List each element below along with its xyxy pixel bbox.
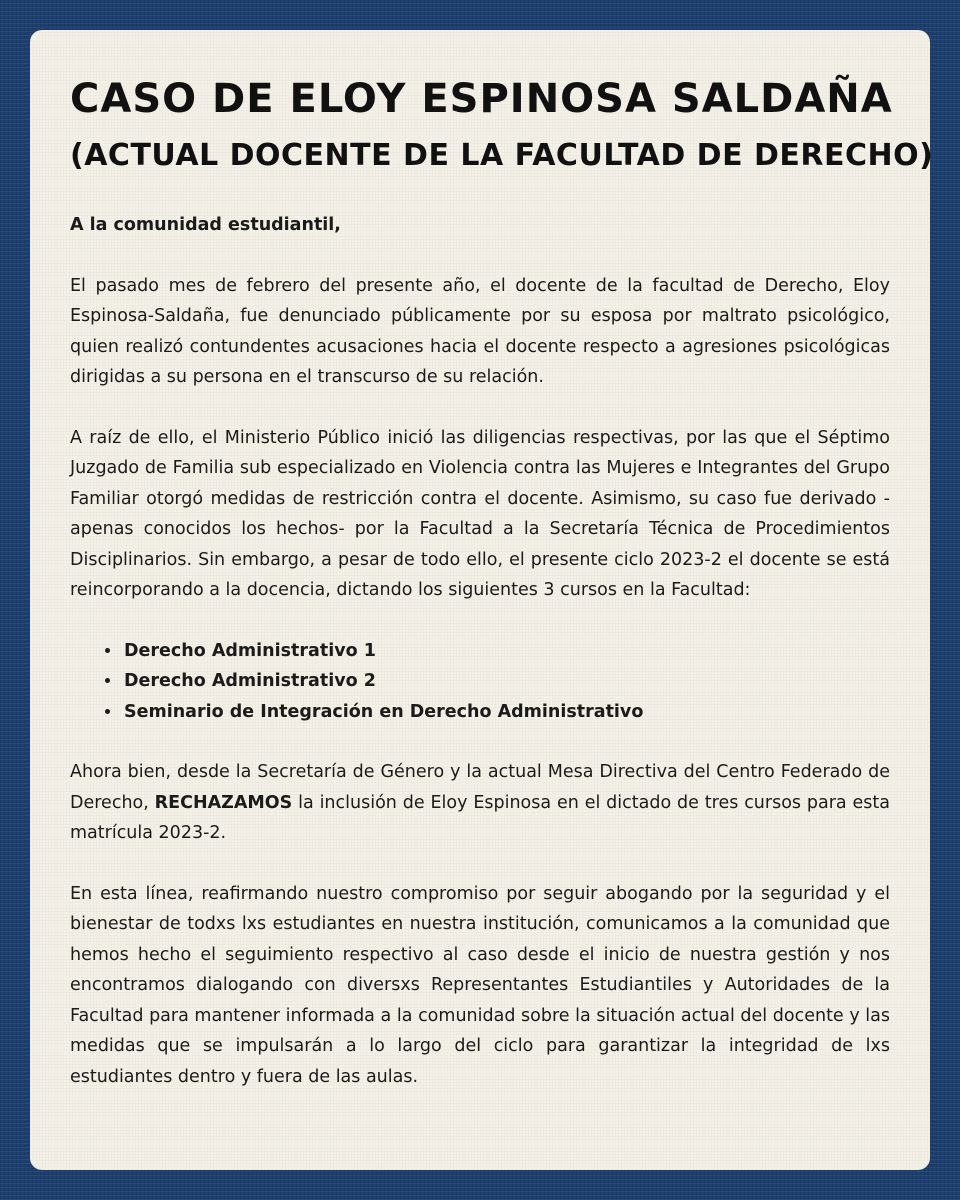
page-title: CASO DE ELOY ESPINOSA SALDAÑA (70, 76, 893, 122)
list-item: • Seminario de Integración en Derecho Administrativo (122, 697, 890, 728)
paragraph-rejection (70, 757, 890, 849)
list-item: • Derecho Administrativo 1 (122, 636, 890, 667)
page-subtitle: (ACTUAL DOCENTE DE LA FACULTAD DE DERECHO) (70, 138, 934, 173)
rejection-text-before: Ahora bien, desde la Secretaría de Género y la actual Mesa Directiva del Centro Federado de Derecho, (70, 762, 890, 813)
list-item: • Derecho Administrativo 2 (122, 666, 890, 697)
paragraph-commitment: En esta línea, reafirmando nuestro compromiso por seguir abogando por la seguridad y el bienestar de todxs lxs estudiantes en nuestra institución, comunicamos a la comunidad que hemos hecho el seguimiento respectivo al caso desde el inicio de nuestra gestión y nos encontramos dialogando con diversxs Representantes Estudiantiles y Autoridades de la Facultad para mantener informada a la comunidad sobre la situación actual del docente y las medidas que se impulsarán a lo largo del ciclo para garantizar la integridad de lxs estudiantes dentro y fuera de las aulas. (70, 883, 890, 1087)
paragraph-complaint: El pasado mes de febrero del presente año, el docente de la facultad de Derecho, Eloy Espinosa-Saldaña, fue denunciado públicamente por su esposa por maltrato psicológico, quien realizó contundentes acusaciones hacia el docente respecto a agresiones psicológicas dirigidas a su persona en el transcurso de su relación. (70, 275, 890, 387)
rejection-emphasis: RECHAZAMOS (154, 792, 293, 813)
letter-body (70, 210, 890, 1092)
statement-card (30, 30, 934, 1170)
rejection-text-after: la inclusión de Eloy Espinosa en el dictado de tres cursos para esta matrícula 2023-2. (70, 792, 890, 843)
greeting: A la comunidad estudiantil, (70, 215, 341, 235)
course-list (70, 636, 890, 728)
paragraph-legal-actions: A raíz de ello, el Ministerio Público inició las diligencias respectivas, por las que el Séptimo Juzgado de Familia sub especializado en Violencia contra las Mujeres e Integrantes del Grupo Familiar otorgó medidas de restricción contra el docente. Asimismo, su caso fue derivado -apenas conocidos los hechos- por la Facultad a la Secretaría Técnica de Procedimientos Disciplinarios. Sin embargo, a pesar de todo ello, el presente ciclo 2023-2 el docente se está reincorporando a la docencia, dictando los siguientes 3 cursos en la Facultad: (70, 427, 890, 600)
